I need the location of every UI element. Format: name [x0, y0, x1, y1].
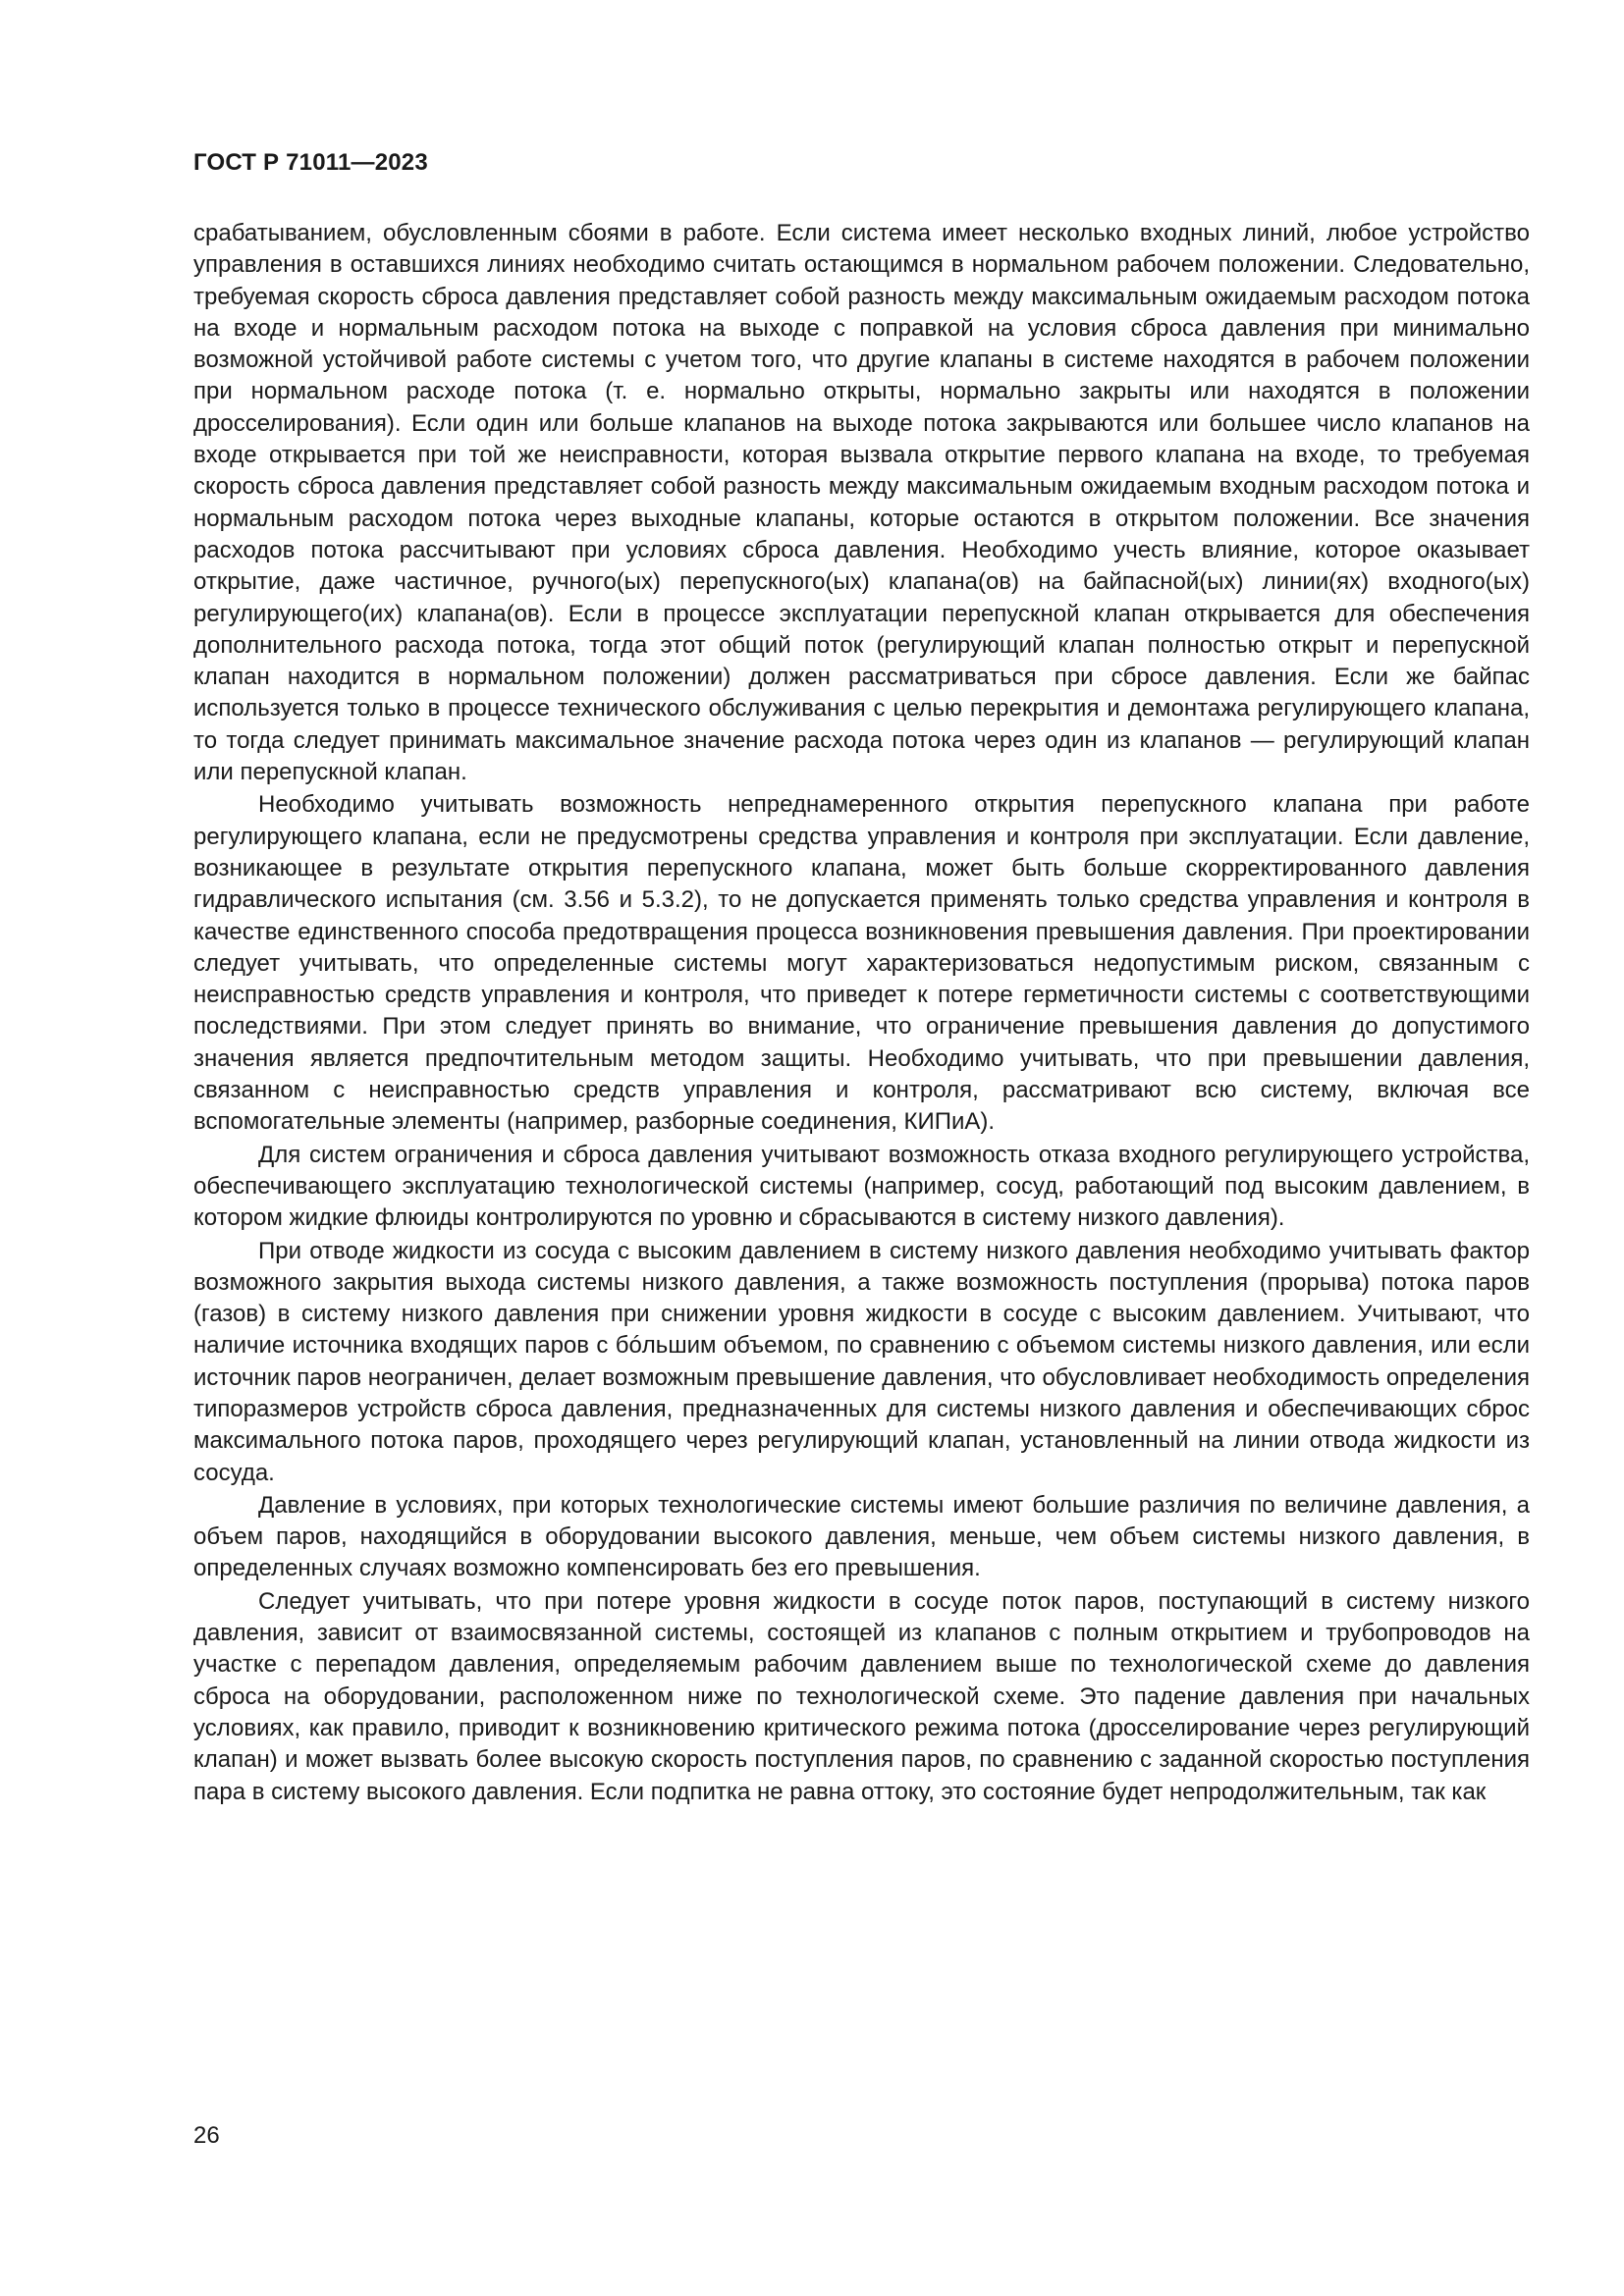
- paragraph-1: срабатыванием, обусловленным сбоями в работе. Если система имеет несколько входных линий, любое устройство управления в оставшихся линиях необходимо считать остающимся в нормальном рабочем положении. Следовательно, требуемая скорость сброса давления представляет собой разность между максимальным ожидаемым расходом потока на входе и нормальным расходом потока на выходе с поправкой на условия сброса давления при минимально возможной устойчивой работе системы с учетом того, что другие клапаны в системе находятся в рабочем положении при нормальном расходе потока (т. е. нормально открыты, нормально закрыты или находятся в положении дросселирования). Если один или больше клапанов на выходе потока закрываются или большее число клапанов на входе открывается при той же неисправности, которая вызвала открытие первого клапана на входе, то требуемая скорость сброса давления представляет собой разность между максимальным ожидаемым входным расходом потока и нормальным расходом потока через выходные клапаны, которые остаются в открытом положении. Все значения расходов потока рассчитывают при условиях сброса давления. Необходимо учесть влияние, которое оказывает открытие, даже частичное, ручного(ых) перепускного(ых) клапана(ов) на байпасной(ых) линии(ях) входного(ых) регулирующего(их) клапана(ов). Если в процессе эксплуатации перепускной клапан открывается для обеспечения дополнительного расхода потока, тогда этот общий поток (регулирующий клапан полностью открыт и перепускной клапан находится в нормальном положении) должен рассматриваться при сбросе давления. Если же байпас используется только в процессе технического обслуживания с целью перекрытия и демонтажа регулирующего клапана, то тогда следует принимать максимальное значение расхода потока через один из клапанов — регулирующий клапан или перепускной клапан.: [193, 220, 1530, 786]
- paragraph-3: Для систем ограничения и сброса давления учитывают возможность отказа входного регулирующего устройства, обеспечивающего эксплуатацию технологической системы (например, сосуд, работающий под высоким давлением, в котором жидкие флюиды контролируются по уровню и сбрасываются в систему низкого давления).: [193, 1141, 1530, 1232]
- document-header: ГОСТ Р 71011—2023: [193, 149, 428, 176]
- document-body: [193, 218, 1530, 1808]
- page-number: 26: [193, 2122, 220, 2149]
- paragraph-2: Необходимо учитывать возможность непреднамеренного открытия перепускного клапана при работе регулирующего клапана, если не предусмотрены средства управления и контроля при эксплуатации. Если давление, возникающее в результате открытия перепускного клапана, может быть больше скорректированного давления гидравлического испытания (см. 3.56 и 5.3.2), то не допускается применять только средства управления и контроля в качестве единственного способа предотвращения процесса возникновения превышения давления. При проектировании следует учитывать, что определенные системы могут характеризоваться недопустимым риском, связанным с неисправностью средств управления и контроля, что приведет к потере герметичности системы с соответствующими последствиями. При этом следует принять во внимание, что ограничение превышения давления до допустимого значения является предпочтительным методом защиты. Необходимо учитывать, что при превышении давления, связанном с неисправностью средств управления и контроля, рассматривают всю систему, включая все вспомогательные элементы (например, разборные соединения, КИПиА).: [193, 791, 1530, 1136]
- paragraph-4: При отводе жидкости из сосуда с высоким давлением в систему низкого давления необходимо учитывать фактор возможного закрытия выхода системы низкого давления, а также возможность поступления (прорыва) потока паров (газов) в систему низкого давления при снижении уровня жидкости в сосуде с высоким давлением. Учитывают, что наличие источника входящих паров с бóльшим объемом, по сравнению с объемом системы низкого давления, или если источник паров неограничен, делает возможным превышение давления, что обусловливает необходимость определения типоразмеров устройств сброса давления, предназначенных для системы низкого давления и обеспечивающих сброс максимального потока паров, проходящего через регулирующий клапан, установленный на линии отвода жидкости из сосуда.: [193, 1237, 1530, 1486]
- paragraph-6: Следует учитывать, что при потере уровня жидкости в сосуде поток паров, поступающий в систему низкого давления, зависит от взаимосвязанной системы, состоящей из клапанов с полным открытием и трубопроводов на участке с перепадом давления, определяемым рабочим давлением выше по технологической схеме до давления сброса на оборудовании, расположенном ниже по технологической схеме. Это падение давления при начальных условиях, как правило, приводит к возникновению критического режима потока (дросселирование через регулирующий клапан) и может вызвать более высокую скорость поступления паров, по сравнению с заданной скоростью поступления пара в систему высокого давления. Если подпитка не равна оттоку, это состояние будет непродолжительным, так как: [193, 1587, 1530, 1805]
- paragraph-5: Давление в условиях, при которых технологические системы имеют большие различия по величине давления, а объем паров, находящийся в оборудовании высокого давления, меньше, чем объем системы низкого давления, в определенных случаях возможно компенсировать без его превышения.: [193, 1491, 1530, 1582]
